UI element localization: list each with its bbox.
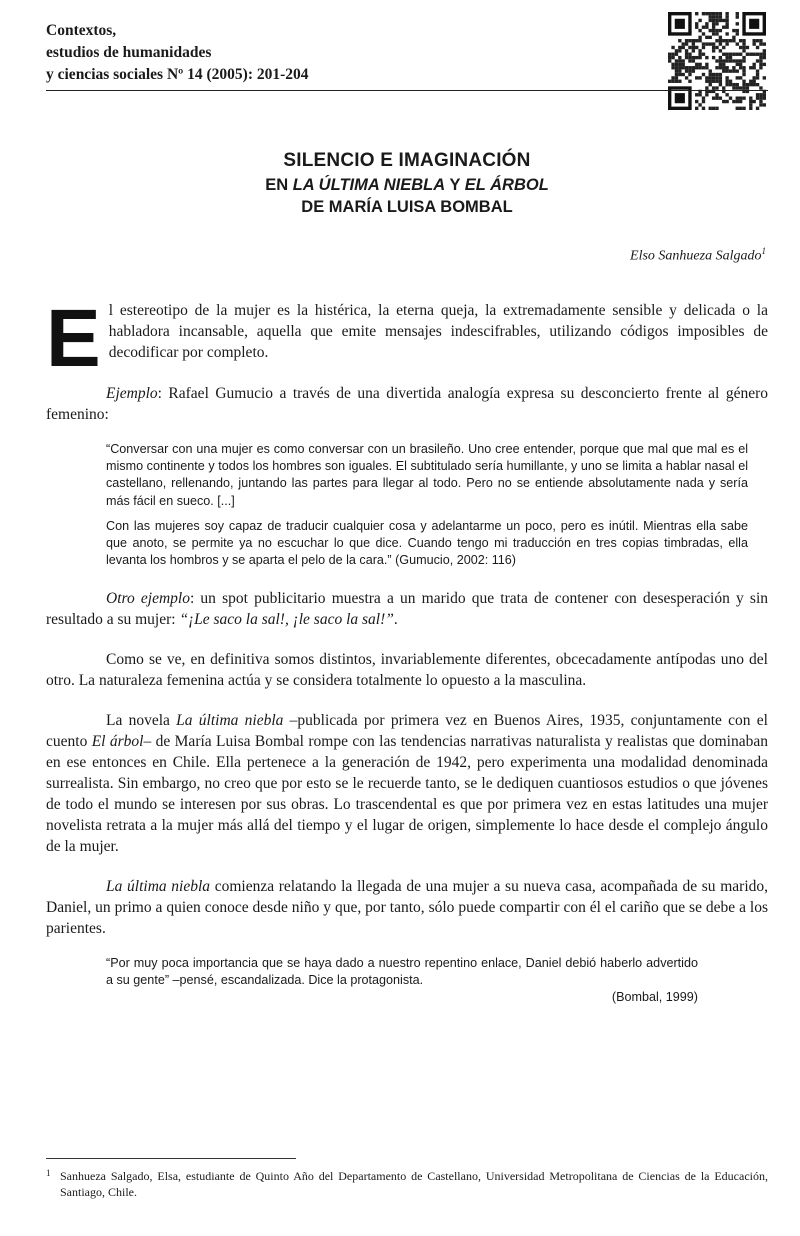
paragraph-6 — [46, 876, 768, 939]
block-quote-2: Con las mujeres soy capaz de traducir cualquier cosa y adelantarme un poco, pero es inútil. Mientras ella sabe que anoto, se permite ya no escuchar lo que dice. Cuando tengo mi traducción en tres copias timbradas, ella levanta los hombros y se aparta el pelo de la cara.” (Gumucio, 2002: 116) — [106, 518, 748, 568]
footnote-rule — [46, 1158, 296, 1159]
paragraph-6-text: comienza relatando la llegada de una mujer a su nueva casa, acompañada de su marido, Daniel, un primo a quien conoce desde niño y que, por tanto, sólo puede compartir con él el cariño que se debe a los parientes. — [46, 878, 768, 938]
article-body — [46, 293, 768, 1006]
block-quote-3-citation: (Bombal, 1999) — [611, 990, 698, 1005]
journal-line-3: y ciencias sociales Nº 14 (2005): 201-204 — [46, 66, 309, 83]
paragraph-3-end: . — [393, 611, 398, 629]
footnote — [46, 1168, 768, 1200]
title-line-2-italic-a: LA ÚLTIMA NIEBLA — [292, 176, 446, 194]
paragraph-6-italic: La última niebla — [106, 878, 211, 896]
title-line-2-pre: EN — [265, 176, 293, 194]
article-title — [46, 148, 768, 218]
paragraph-5-text-a: La novela — [106, 712, 177, 730]
paragraph-2-text: : Rafael Gumucio a través de una divertida analogía expresa su desconcierto frente al género femenino: — [46, 385, 768, 423]
author-name: Elso Sanhueza Salgado — [630, 248, 762, 264]
footnote-number: 1 — [46, 1168, 51, 1178]
author-byline — [630, 246, 766, 265]
journal-line-2: estudios de humanidades — [46, 44, 212, 61]
paragraph-3-text: : un spot publicitario muestra a un marido que trata de contener con desesperación y sin resultado a su mujer: — [46, 590, 768, 629]
paragraph-5 — [46, 710, 768, 857]
paragraph-3-quote: “¡Le saco la sal!, ¡le saco la sal!” — [179, 611, 394, 629]
journal-header — [46, 20, 309, 86]
footnote-text: Sanhueza Salgado, Elsa, estudiante de Quinto Año del Departamento de Castellano, Universidad Metropolitana de Ciencias de la Educación, Santiago, Chile. — [60, 1169, 768, 1199]
paragraph-1 — [46, 293, 768, 384]
author-footnote-mark: 1 — [761, 246, 766, 256]
title-line-2 — [46, 174, 768, 196]
drop-cap: E — [46, 293, 101, 384]
title-line-2-italic-b: EL ÁRBOL — [464, 176, 549, 194]
paragraph-5-text-b: –publicada por primera vez en Buenos Aires, 1935, conjuntamente con el cuento — [46, 712, 768, 751]
paragraph-4: Como se ve, en definitiva somos distintos, invariablemente diferentes, obcecadamente antípodas uno del otro. La naturaleza femenina actúa y se considera totalmente lo opuesto a la masculina. — [46, 651, 768, 690]
block-quote-1: “Conversar con una mujer es como conversar con un brasileño. Uno cree entender, porque que mal que mal es el mismo continente y todos los hombres son iguales. El subtitulado sería humillante, y uno se limita a hablar nasal el castellano, rellenando, juntando las partes para llegar al todo. Pero no se entiende absolutamente nada y sería más fácil en sueco. [...] — [106, 442, 748, 508]
block-quote-3: “Por muy poca importancia que se haya dado a nuestro repentino enlace, Daniel debió haberlo advertido a su gente” –pensé, escandalizada. Dice la protagonista. — [106, 956, 698, 988]
qr-code-icon — [668, 12, 766, 110]
paragraph-5-italic-a: La última niebla — [176, 712, 284, 730]
journal-line-1: Contextos, — [46, 22, 117, 39]
paragraph-3 — [46, 588, 768, 630]
paragraph-1-text: l estereotipo de la mujer es la histérica, la eterna queja, la extremadamente sensible y delicada o la habladora incansable, aquella que emite mensajes indescifrables, utilizando códigos imposibles de decodificar por completo. — [108, 302, 768, 361]
title-line-1: SILENCIO E IMAGINACIÓN — [283, 150, 531, 171]
title-line-2-mid: Y — [445, 176, 465, 194]
paragraph-2 — [46, 383, 768, 425]
paragraph-5-italic-b: El árbol — [91, 733, 144, 751]
paragraph-5-text-c: – de María Luisa Bombal rompe con las tendencias narrativas naturalista y realistas que dominaban en ese entonces en Chile. Ella pertenece a la generación de 1942, pero experimenta una modalidad denominada surrealista. Sin embargo, no creo que por esto se le recuerde tanto, se le dediquen cuantiosos estudios o que jóvenes de todo el mundo se interesen por sus obras. Lo trascendental es que por primera vez en estas latitudes una mujer novelista retrata a la mujer más allá del tiempo y el lugar de origen, simplemente lo hace desde el complejo ángulo de la mujer. — [46, 733, 768, 856]
header-rule — [46, 90, 768, 91]
title-line-3: DE MARÍA LUISA BOMBAL — [301, 198, 513, 216]
paragraph-2-italic: Ejemplo — [106, 385, 158, 402]
paragraph-3-italic: Otro ejemplo — [106, 590, 190, 608]
